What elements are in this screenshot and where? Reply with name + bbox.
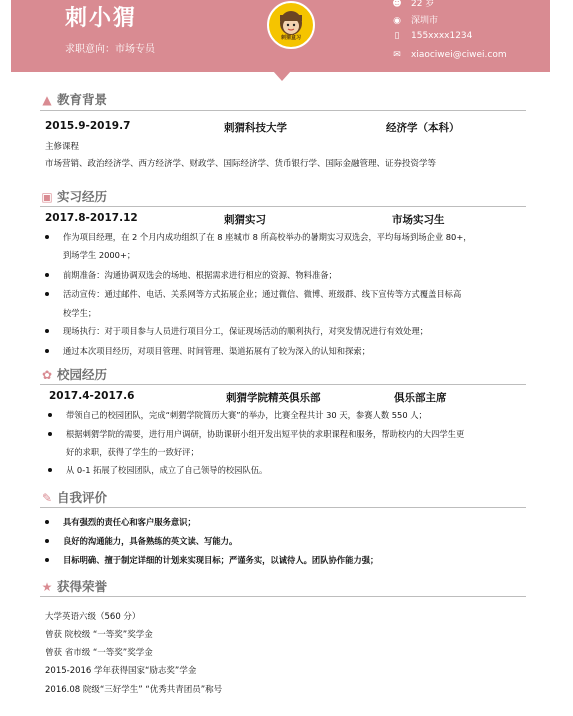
user-icon: ☻ bbox=[392, 0, 402, 9]
header-banner bbox=[11, 0, 550, 72]
avatar-caption: 刺猬盒习 bbox=[280, 35, 301, 41]
education-school: 刺猬科技大学 bbox=[224, 122, 287, 134]
list-item: 现场执行：对于项目参与人员进行项目分工，保证现场活动的顺利执行，对突发情况进行有效处理； bbox=[63, 322, 533, 341]
avatar bbox=[267, 1, 315, 49]
courses-list: 市场营销、政治经济学、西方经济学、财政学、国际经济学、货币银行学、国际金融管理、证券投资学等 bbox=[45, 159, 437, 169]
award-icon: ★ bbox=[41, 580, 53, 594]
section-divider bbox=[40, 206, 526, 207]
internship-period: 2017.8-2017.12 bbox=[45, 212, 138, 224]
graduation-cap-icon: ▲ bbox=[42, 93, 52, 107]
list-item: 前期准备：沟通协调双选会的场地、根据需求进行相应的资源、物料准备； bbox=[63, 266, 533, 285]
honor-item: 曾获 省市级 “一等奖”奖学金 bbox=[45, 648, 153, 658]
header-notch bbox=[273, 71, 291, 81]
section-divider bbox=[40, 384, 526, 385]
education-major: 经济学（本科） bbox=[386, 122, 460, 134]
section-divider bbox=[40, 507, 526, 508]
job-intent: 求职意向：市场专员 bbox=[65, 44, 155, 55]
section-title-campus: ✿ 校园经历 bbox=[41, 367, 108, 382]
mail-icon: ✉ bbox=[393, 50, 401, 60]
briefcase-icon: ▣ bbox=[41, 190, 53, 204]
campus-role: 俱乐部主席 bbox=[394, 392, 447, 404]
section-title-honors: ★ 获得荣誉 bbox=[41, 579, 108, 594]
list-item-continuation: 校学生； bbox=[63, 308, 97, 318]
location-pin-icon: ◉ bbox=[393, 16, 401, 26]
list-item-continuation: 到场学生 2000+； bbox=[63, 250, 136, 260]
honor-item: 大学英语六级（560 分） bbox=[45, 612, 141, 622]
campus-period: 2017.4-2017.6 bbox=[49, 390, 135, 402]
candidate-name: 刺小猬 bbox=[65, 6, 138, 31]
contact-phone: ▯ 155xxxx1234 bbox=[391, 31, 472, 41]
list-item: 具有强烈的责任心和客户服务意识； bbox=[63, 513, 533, 532]
contact-age: ☻ 22 岁 bbox=[392, 0, 435, 9]
contact-city: ◉ 深圳市 bbox=[391, 13, 438, 26]
list-item: 根据刺猬学院的需要，进行用户调研，协助课研小组开发出短平快的求职课程和服务，帮助校内的大四学生更 bbox=[66, 425, 536, 444]
honor-item: 2016.08 院级“三好学生” “优秀共青团员”称号 bbox=[45, 685, 223, 695]
list-item: 通过本次项目经历，对项目管理、时间管理、渠道拓展有了较为深入的认知和探索； bbox=[63, 342, 533, 361]
edit-icon: ✎ bbox=[41, 491, 53, 505]
list-item: 从 0-1 拓展了校园团队，成立了自己领导的校园队伍。 bbox=[66, 461, 536, 480]
phone-icon: ▯ bbox=[394, 31, 400, 41]
section-title-internship: ▣ 实习经历 bbox=[41, 189, 108, 204]
list-item: 良好的沟通能力，具备熟练的英文读、写能力。 bbox=[63, 532, 533, 551]
leaf-icon: ✿ bbox=[41, 368, 53, 382]
list-item: 带领自己的校园团队，完成“刺猬学院简历大赛”的举办，比赛全程共计 30 天，参赛人数 550 人； bbox=[66, 406, 536, 425]
section-divider bbox=[40, 110, 526, 111]
section-divider bbox=[40, 596, 526, 597]
honor-item: 2015-2016 学年获得国家“励志奖”学金 bbox=[45, 666, 197, 676]
section-title-self-evaluation: ✎ 自我评价 bbox=[41, 490, 108, 505]
list-item: 活动宣传：通过邮件、电话、关系网等方式拓展企业；通过微信、微博、班级群、线下宣传等方式覆盖目标高 bbox=[63, 285, 533, 304]
list-item: 作为项目经理，在 2 个月内成功组织了在 8 座城市 8 所高校举办的暑期实习双选会，平均每场到场企业 80+， bbox=[63, 228, 533, 247]
section-title-education: ▲ 教育背景 bbox=[40, 90, 107, 108]
honor-item: 曾获 院校级 “一等奖”奖学金 bbox=[45, 630, 153, 640]
campus-org: 刺猬学院精英俱乐部 bbox=[226, 392, 321, 404]
courses-label: 主修课程 bbox=[45, 142, 80, 152]
internship-role: 市场实习生 bbox=[392, 214, 445, 226]
list-item-continuation: 好的求职，获得了学生的一致好评； bbox=[66, 447, 199, 457]
list-item: 目标明确、擅于制定详细的计划来实现目标；严谨务实，以诚待人。团队协作能力强； bbox=[63, 551, 533, 570]
education-period: 2015.9-2019.7 bbox=[45, 120, 131, 132]
internship-company: 刺猬实习 bbox=[224, 214, 266, 226]
contact-email[interactable]: ✉ xiaociwei@ciwei.com bbox=[391, 50, 507, 60]
